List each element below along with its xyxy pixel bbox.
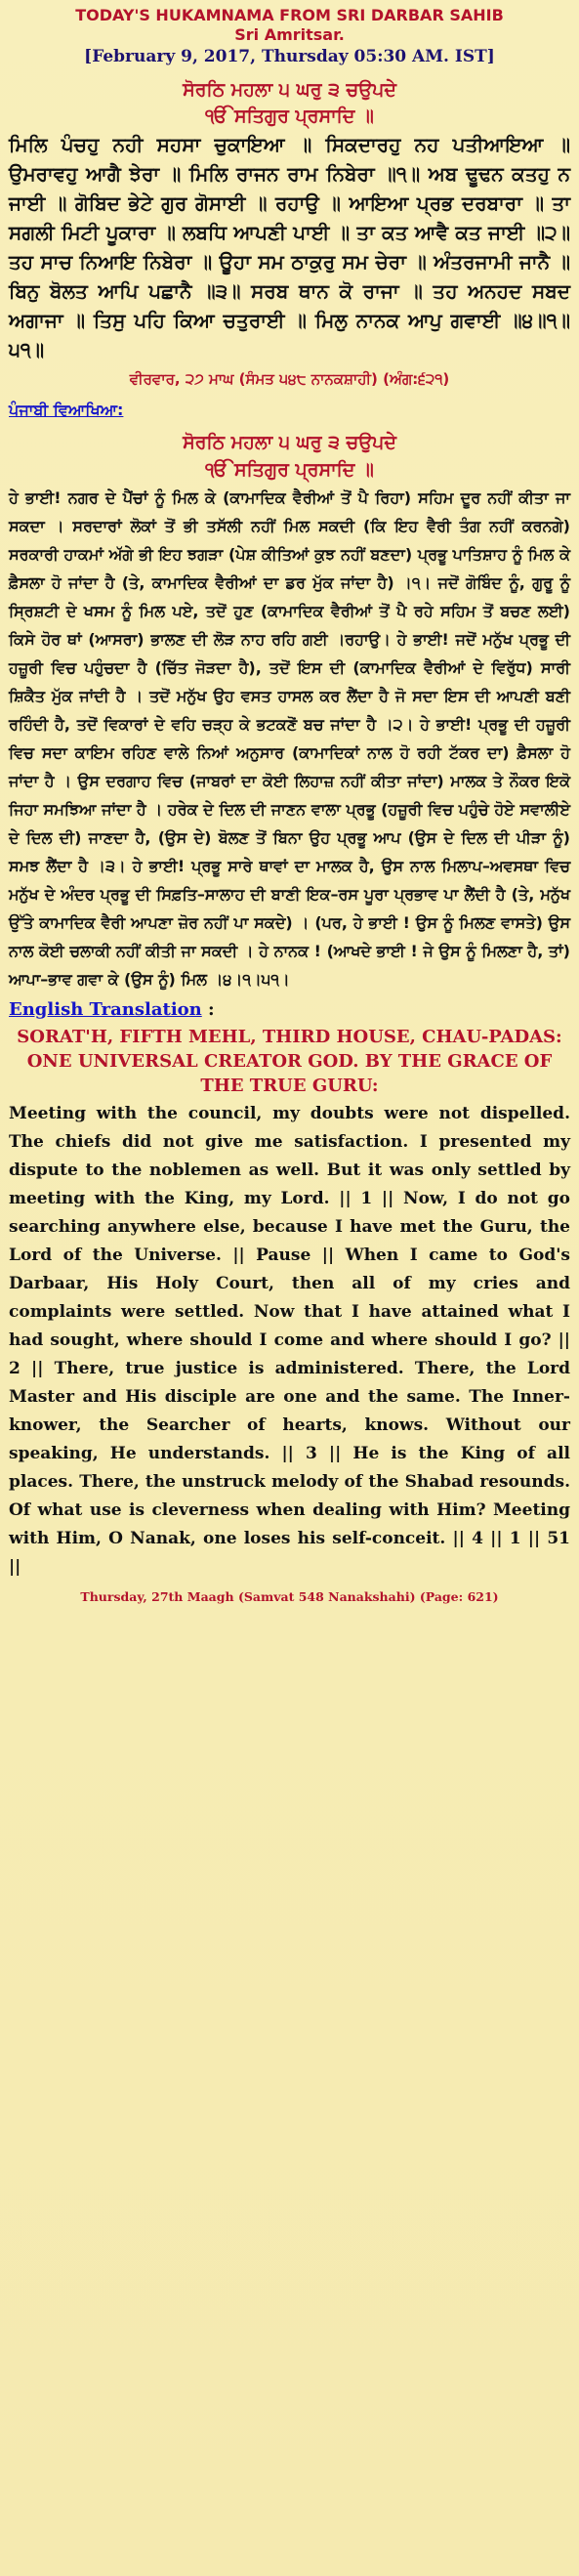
punjabi-heading-raag: ਸੋਰਠਿ ਮਹਲਾ ੫ ਘਰੁ ੩ ਚਉਪਦੇ bbox=[183, 432, 396, 453]
punjabi-explanation-text: ਹੇ ਭਾਈ! ਨਗਰ ਦੇ ਪੈਂਚਾਂ ਨੂੰ ਮਿਲ ਕੇ (ਕਾਮਾਦਿਕ ਵੈਰੀਆਂ ਤੋਂ ਪੈ ਰਿਹਾ) ਸਹਿਮ ਦੂਰ ਨਹੀਂ ਕੀਤਾ ਜਾ ਸਕਦਾ । ਸਰਦਾਰਾਂ ਲੋਕਾਂ ਤੋਂ ਭੀ ਤਸੱਲੀ ਨਹੀਂ ਮਿਲ ਸਕਦੀ (ਕਿ ਇਹ ਵੈਰੀ ਤੰਗ ਨਹੀਂ ਕਰਨਗੇ) ਸਰਕਾਰੀ ਹਾਕਮਾਂ ਅੱਗੇ ਭੀ ਇਹ ਝਗੜਾ (ਪੇਸ਼ ਕੀਤਿਆਂ ਕੁਝ ਨਹੀਂ ਬਣਦਾ) ਪ੍ਰਭੂ ਪਾਤਿਸ਼ਾਹ ਨੂੰ ਮਿਲ ਕੇ ਫ਼ੈਸਲਾ ਹੋ ਜਾਂਦਾ ਹੈ (ਤੇ, ਕਾਮਾਦਿਕ ਵੈਰੀਆਂ ਦਾ ਡਰ ਮੁੱਕ ਜਾਂਦਾ ਹੈ) ।੧। ਜਦੋਂ ਗੋਬਿੰਦ ਨੂੰ, ਗੁਰੂ ਨੂੰ ਸ੍ਰਿਸ਼ਟੀ ਦੇ ਖਸਮ ਨੂੰ ਮਿਲ ਪਏ, ਤਦੋਂ ਹੁਣ (ਕਾਮਾਦਿਕ ਵੈਰੀਆਂ ਤੋਂ ਪੈ ਰਹੇ ਸਹਿਮ ਤੋਂ ਬਚਣ ਲਈ) ਕਿਸੇ ਹੋਰ ਥਾਂ (ਆਸਰਾ) ਭਾਲਣ ਦੀ ਲੋੜ ਨਾਹ ਰਹਿ ਗਈ ।ਰਹਾਉ। ਹੇ ਭਾਈ! ਜਦੋਂ ਮਨੁੱਖ ਪ੍ਰਭੂ ਦੀ ਹਜ਼ੂਰੀ ਵਿਚ ਪਹੁੰਚਦਾ ਹੈ (ਚਿੱਤ ਜੋੜਦਾ ਹੈ), ਤਦੋਂ ਇਸ ਦੀ (ਕਾਮਾਦਿਕ ਵੈਰੀਆਂ ਦੇ ਵਿਰੁੱਧ) ਸਾਰੀ ਸ਼ਿਕੈਤ ਮੁੱਕ ਜਾਂਦੀ ਹੈ । ਤਦੋਂ ਮਨੁੱਖ ਉਹ ਵਸਤ ਹਾਸਲ ਕਰ ਲੈਂਦਾ ਹੈ ਜੋ ਸਦਾ ਇਸ ਦੀ ਆਪਣੀ ਬਣੀ ਰਹਿੰਦੀ ਹੈ, ਤਦੋਂ ਵਿਕਾਰਾਂ ਦੇ ਵਹਿ ਚੜ੍ਹ ਕੇ ਭਟਕਣੋਂ ਬਚ ਜਾਂਦਾ ਹੈ ।੨। ਹੇ ਭਾਈ! ਪ੍ਰਭੂ ਦੀ ਹਜ਼ੂਰੀ ਵਿਚ ਸਦਾ ਕਾਇਮ ਰਹਿਣ ਵਾਲੇ ਨਿਆਂ ਅਨੁਸਾਰ (ਕਾਮਾਦਿਕਾਂ ਨਾਲ ਹੋ ਰਹੀ ਟੱਕਰ ਦਾ) ਫ਼ੈਸਲਾ ਹੋ ਜਾਂਦਾ ਹੈ । ਉਸ ਦਰਗਾਹ ਵਿਚ (ਜਾਬਰਾਂ ਦਾ ਕੋਈ ਲਿਹਾਜ਼ ਨਹੀਂ ਕੀਤਾ ਜਾਂਦਾ) ਮਾਲਕ ਤੇ ਨੌਕਰ ਇਕੋ ਜਿਹਾ ਸਮਝਿਆ ਜਾਂਦਾ ਹੈ । ਹਰੇਕ ਦੇ ਦਿਲ ਦੀ ਜਾਣਨ ਵਾਲਾ ਪ੍ਰਭੂ (ਹਜ਼ੂਰੀ ਵਿਚ ਪਹੁੰਚੇ ਹੋਏ ਸਵਾਲੀਏ ਦੇ ਦਿਲ ਦੀ) ਜਾਣਦਾ ਹੈ, (ਉਸ ਦੇ) ਬੋਲਣ ਤੋਂ ਬਿਨਾ ਉਹ ਪ੍ਰਭੂ ਆਪ (ਉਸ ਦੇ ਦਿਲ ਦੀ ਪੀੜਾ ਨੂੰ) ਸਮਝ ਲੈਂਦਾ ਹੈ ।੩। ਹੇ ਭਾਈ! ਪ੍ਰਭੂ ਸਾਰੇ ਥਾਵਾਂ ਦਾ ਮਾਲਕ ਹੈ, ਉਸ ਨਾਲ ਮਿਲਾਪ–ਅਵਸਥਾ ਵਿਚ ਮਨੁੱਖ ਦੇ ਅੰਦਰ ਪ੍ਰਭੂ ਦੀ ਸਿਫ਼ਤਿ–ਸਾਲਾਹ ਦੀ ਬਾਣੀ ਇਕ–ਰਸ ਪੂਰਾ ਪ੍ਰਭਾਵ ਪਾ ਲੈਂਦੀ ਹੈ (ਤੇ, ਮਨੁੱਖ ਉੱਤੇ ਕਾਮਾਦਿਕ ਵੈਰੀ ਆਪਣਾ ਜ਼ੋਰ ਨਹੀਂ ਪਾ ਸਕਦੇ) । (ਪਰ, ਹੇ ਭਾਈ ! ਉਸ ਨੂੰ ਮਿਲਣ ਵਾਸਤੇ) ਉਸ ਨਾਲ ਕੋਈ ਚਲਾਕੀ ਨਹੀਂ ਕੀਤੀ ਜਾ ਸਕਦੀ । ਹੇ ਨਾਨਕ ! (ਆਖਦੇ ਭਾਈ ! ਜੇ ਉਸ ਨੂੰ ਮਿਲਣਾ ਹੈ, ਤਾਂ) ਆਪਾ–ਭਾਵ ਗਵਾ ਕੇ (ਉਸ ਨੂੰ) ਮਿਲ ।੪।੧।੫੧। bbox=[9, 488, 570, 989]
gurbani-text: ਮਿਲਿ ਪੰਚਹੁ ਨਹੀ ਸਹਸਾ ਚੁਕਾਇਆ ॥ ਸਿਕਦਾਰਹੁ ਨਹ ਪਤੀਆਇਆ ॥ ਉਮਰਾਵਹੁ ਆਗੈ ਝੇਰਾ ॥ ਮਿਲਿ ਰਾਜਨ ਰਾਮ ਨਿਬੇਰਾ ॥੧॥ ਅਬ ਢੂਢਨ ਕਤਹੁ ਨ ਜਾਈ ॥ ਗੋਬਿਦ ਭੇਟੇ ਗੁਰ ਗੋਸਾਈ ॥ ਰਹਾਉ ॥ ਆਇਆ ਪ੍ਰਭ ਦਰਬਾਰਾ ॥ ਤਾ ਸਗਲੀ ਮਿਟੀ ਪੂਕਾਰਾ ॥ ਲਬਧਿ ਆਪਣੀ ਪਾਈ ॥ ਤਾ ਕਤ ਆਵੈ ਕਤ ਜਾਈ ॥੨॥ ਤਹ ਸਾਚ ਨਿਆਇ ਨਿਬੇਰਾ ॥ ਊਹਾ ਸਮ ਠਾਕੁਰੁ ਸਮ ਚੇਰਾ ॥ ਅੰਤਰਜਾਮੀ ਜਾਨੈ ॥ ਬਿਨੁ ਬੋਲਤ ਆਪਿ ਪਛਾਨੈ ॥੩॥ ਸਰਬ ਥਾਨ ਕੋ ਰਾਜਾ ॥ ਤਹ ਅਨਹਦ ਸਬਦ ਅਗਾਜਾ ॥ ਤਿਸੁ ਪਹਿ ਕਿਆ ਚਤੁਰਾਈ ॥ ਮਿਲੁ ਨਾਨਕ ਆਪੁ ਗਵਾਈ ॥੪॥੧॥੫੧॥ bbox=[9, 133, 570, 361]
gurbani-heading-mool: ੴ ਸਤਿਗੁਰ ਪ੍ਰਸਾਦਿ ॥ bbox=[205, 106, 374, 127]
punjabi-heading-mool: ੴ ਸਤਿਗੁਰ ਪ੍ਰਸਾਦਿ ॥ bbox=[205, 459, 374, 481]
english-translation-label: English Translation bbox=[9, 999, 202, 1020]
english-heading-raag: SORAT'H, FIFTH MEHL, THIRD HOUSE, CHAU-PADAS: bbox=[17, 1027, 562, 1047]
gurbani-date-line: ਵੀਰਵਾਰ, ੨੭ ਮਾਘ (ਸੰਮਤ ੫੪੮ ਨਾਨਕਸ਼ਾਹੀ) (ਅੰਗ:੬੨੧) bbox=[129, 370, 450, 388]
punjabi-section bbox=[9, 390, 570, 993]
english-label-row bbox=[9, 997, 570, 1023]
date-time-line: [February 9, 2017, Thursday 05:30 AM. IST] bbox=[84, 47, 495, 66]
header bbox=[9, 6, 570, 67]
gurbani-heading-raag: ਸੋਰਠਿ ਮਹਲਾ ੫ ਘਰੁ ੩ ਚਉਪਦੇ bbox=[183, 79, 396, 101]
english-heading bbox=[9, 1025, 570, 1098]
footer-date-line: Thursday, 27th Maagh (Samvat 548 Nanakshahi) (Page: 621) bbox=[80, 1589, 499, 1604]
english-section bbox=[9, 997, 570, 1582]
page-subtitle: Sri Amritsar. bbox=[234, 25, 345, 44]
punjabi-explanation-label: ਪੰਜਾਬੀ ਵਿਆਖਿਆ: bbox=[9, 401, 124, 419]
punjabi-heading bbox=[9, 429, 570, 484]
gurbani-heading bbox=[9, 77, 570, 130]
english-translation-text: Meeting with the council, my doubts were not dispelled. The chiefs did not give me satisfaction. I presented my dispute to the noblemen as well. But it was only settled by meeting with the King, my Lord. || 1 || Now, I do not go searching anywhere else, because I have met the Guru, the Lord of the Universe. || Pause || When I came to God's Darbaar, His Holy Court, then all of my cries and complaints were settled. Now that I have attained what I had sought, where should I come and where should I go? || 2 || There, true justice is administered. There, the Lord Master and His disciple are one and the same. The Inner-knower, the Searcher of hearts, knows. Without our speaking, He understands. || 3 || He is the King of all places. There, the unstruck melody of the Shabad resounds. Of what use is cleverness when dealing with Him? Meeting with Him, O Nanak, one loses his self-conceit. || 4 || 1 || 51 || bbox=[9, 1104, 570, 1577]
english-label-colon: : bbox=[201, 999, 215, 1020]
page-title: TODAY'S HUKAMNAMA FROM SRI DARBAR SAHIB bbox=[75, 6, 504, 24]
english-heading-mool: ONE UNIVERSAL CREATOR GOD. BY THE GRACE OF THE TRUE GURU: bbox=[26, 1051, 553, 1096]
